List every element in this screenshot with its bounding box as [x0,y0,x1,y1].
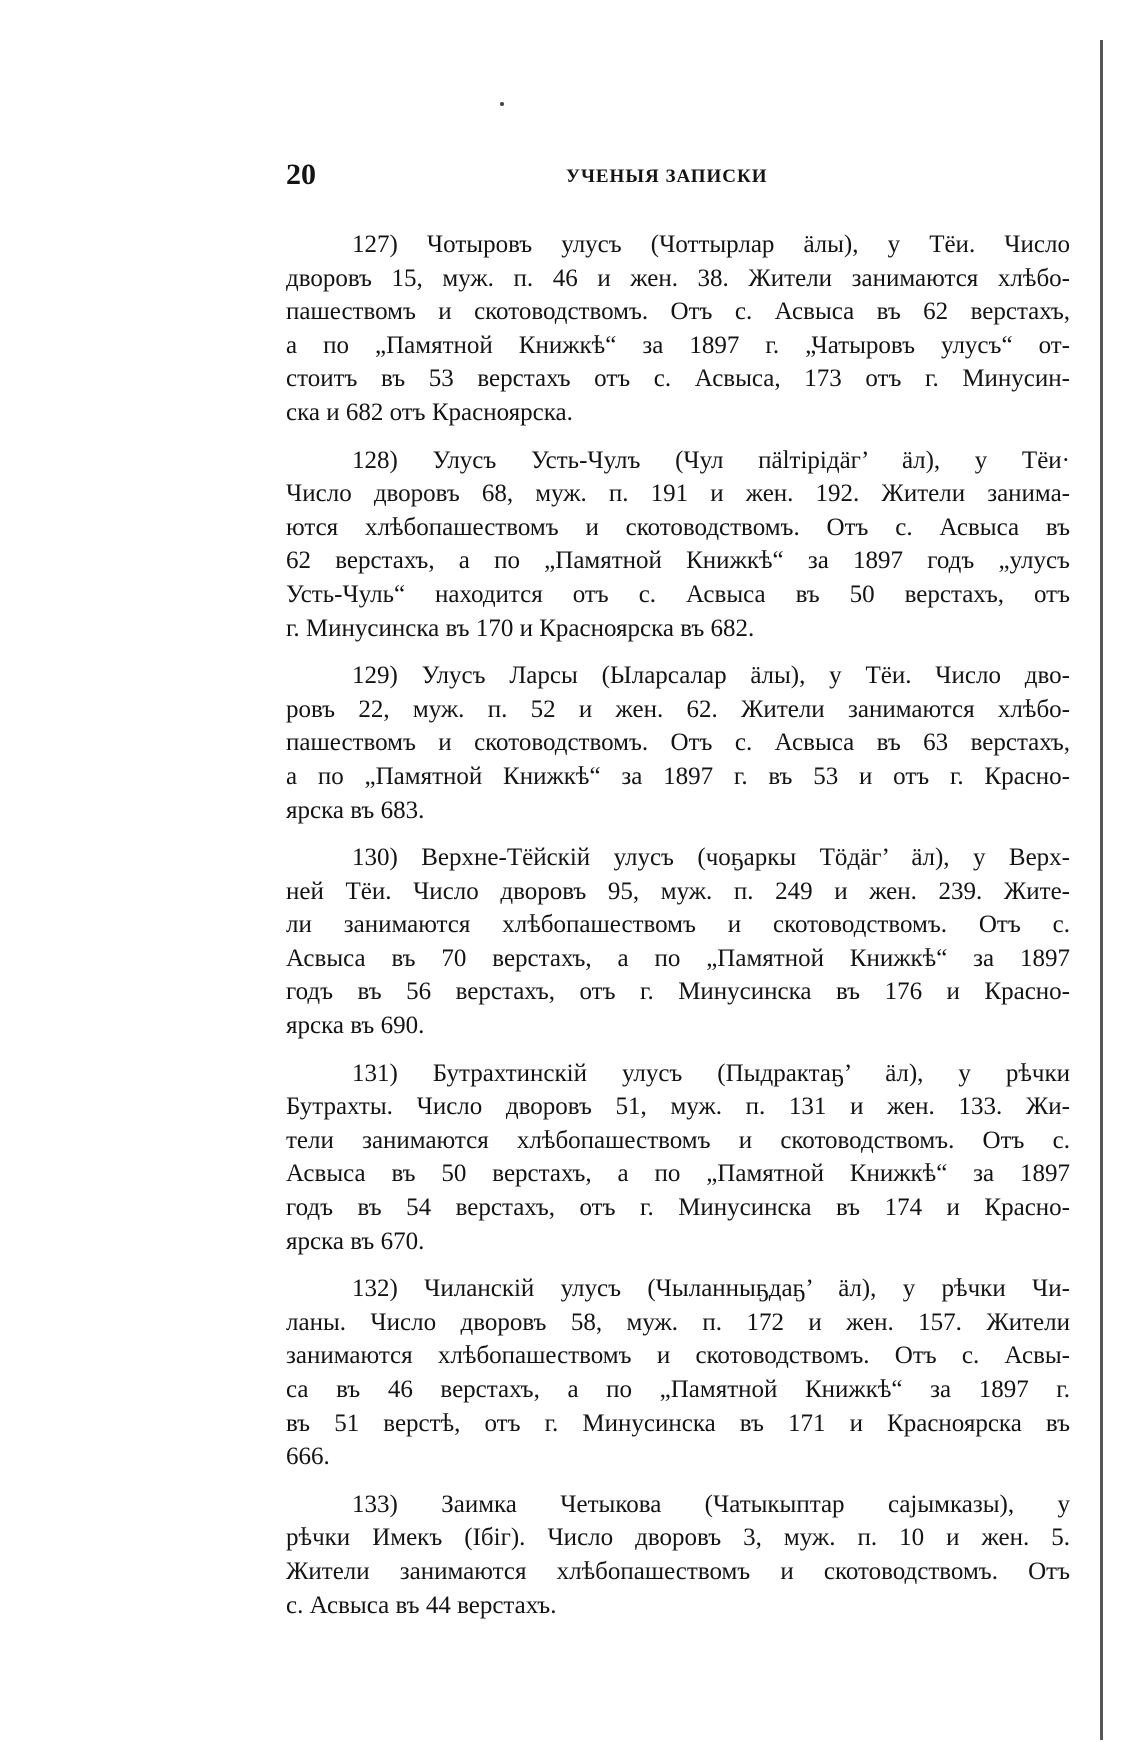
text-line: ровъ 22, муж. п. 52 и жен. 62. Жители занимаются хлѣбо- [286,695,1070,723]
text-line: стоитъ въ 53 верстахъ отъ с. Асвыса, 173 отъ г. Минусин- [286,365,1070,393]
entry-132 [286,1272,1070,1474]
text-line: ются хлѣбопашествомъ и скотоводствомъ. Отъ с. Асвыса въ [286,513,1070,541]
text-line: 130) Верхне-Тёйскій улусъ (чоҕаркы Тӧдӓг’ ӓл), у Верх- [352,844,1070,872]
text-line: 129) Улусъ Ларсы (Ыларсалар ӓлы), у Тёи. Число дво- [352,662,1070,690]
text-line: Число дворовъ 68, муж. п. 191 и жен. 192. Жители занима- [286,480,1070,508]
text-line: занимаются хлѣбопашествомъ и скотоводствомъ. Отъ с. Асвы- [286,1342,1070,1370]
entry-133 [286,1488,1070,1622]
text-line: пашествомъ и скотоводствомъ. Отъ с. Асвыса въ 62 верстахъ, [286,298,1070,326]
text-line: пашествомъ и скотоводствомъ. Отъ с. Асвыса въ 63 верстахъ, [286,729,1070,757]
text-line: ней Тёи. Число дворовъ 95, муж. п. 249 и жен. 239. Жите- [286,877,1070,905]
text-line: ярска въ 670. [286,1227,425,1255]
text-line: ярска въ 690. [286,1012,425,1040]
text-line: Асвыса въ 50 верстахъ, а по „Памятной Книжкѣ“ за 1897 [286,1160,1070,1188]
text-line: 133) Заимка Четыкова (Чатыкыптар сајымказы), у [352,1490,1070,1518]
entry-128 [286,444,1070,646]
text-line: годъ въ 56 верстахъ, отъ г. Минусинска въ 176 и Красно- [286,978,1070,1006]
text-line: Жители занимаются хлѣбопашествомъ и скотоводствомъ. Отъ [286,1557,1070,1585]
page-edge-shadow [1100,40,1103,1740]
entry-131 [286,1057,1070,1259]
text-line: 62 верстахъ, а по „Памятной Книжкѣ“ за 1897 годъ „улусъ [286,547,1070,575]
page-number: 20 [286,158,316,191]
text-line: Усть-Чуль“ находится отъ с. Асвыса въ 50 верстахъ, отъ [286,580,1070,608]
text-line: ланы. Число дворовъ 58, муж. п. 172 и жен. 157. Жители [286,1308,1070,1336]
text-line: са въ 46 верстахъ, а по „Памятной Книжкѣ“ за 1897 г. [286,1376,1070,1403]
entry-129 [286,659,1070,827]
entry-127 [286,228,1070,430]
text-line: а по „Памятной Книжкѣ“ за 1897 г. „Чатыровъ улусъ“ от- [286,331,1070,359]
text-line: Асвыса въ 70 верстахъ, а по „Памятной Книжкѣ“ за 1897 [286,944,1070,972]
text-line: рѣчки Имекъ (Ібіг). Число дворовъ 3, муж. п. 10 и жен. 5. [286,1524,1070,1552]
running-title: УЧЕНЫЯ ЗАПИСКИ [566,166,768,187]
text-line: ярска въ 683. [286,796,425,824]
text-line: 666. [286,1443,330,1471]
text-line: г. Минусинска въ 170 и Красноярска въ 682. [286,614,755,642]
print-speck [500,102,504,106]
text-line: Бутрахты. Число дворовъ 51, муж. п. 131 и жен. 133. Жи- [286,1093,1070,1121]
text-line: тели занимаются хлѣбопашествомъ и скотоводствомъ. Отъ с. [286,1126,1070,1154]
entry-130 [286,841,1070,1043]
text-line: 132) Чиланскій улусъ (Чыланныҕдаҕ’ ӓл), у рѣчки Чи- [352,1275,1070,1303]
text-line: с. Асвыса въ 44 верстахъ. [286,1591,557,1619]
text-line: дворовъ 15, муж. п. 46 и жен. 38. Жители занимаются хлѣбо- [286,264,1070,292]
text-line: годъ въ 54 верстахъ, отъ г. Минусинска въ 174 и Красно- [286,1194,1070,1222]
text-line: ска и 682 отъ Красноярска. [286,398,573,426]
text-line: 127) Чотыровъ улусъ (Чоттырлар ӓлы), у Тёи. Число [352,231,1070,258]
text-line: 128) Улусъ Усть-Чулъ (Чул пӓlтірідӓг’ ӓл), у Тёи· [352,446,1070,474]
text-line: въ 51 верстѣ, отъ г. Минусинска въ 171 и Красноярска въ [286,1409,1070,1437]
text-line: ли занимаются хлѣбопашествомъ и скотоводствомъ. Отъ с. [286,911,1070,939]
body-text [286,228,1070,1636]
text-line: а по „Памятной Книжкѣ“ за 1897 г. въ 53 и отъ г. Красно- [286,762,1070,790]
text-line: 131) Бутрахтинскій улусъ (Пыдрактаҕ’ ӓл), у рѣчки [352,1059,1070,1087]
